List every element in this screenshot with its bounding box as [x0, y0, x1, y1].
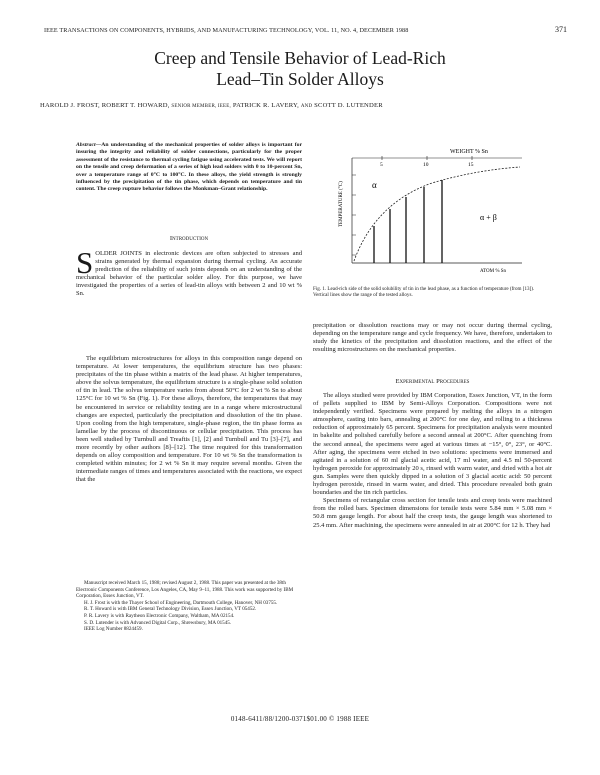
footnote-4: P. R. Lavery is with Raytheon Electronic Company, Waltham, MA 02154.	[84, 612, 235, 619]
author-3: SCOTT D. LUTENDER	[314, 102, 383, 109]
tested-alloy-lines	[374, 180, 442, 263]
abstract	[76, 142, 302, 194]
paper-title	[0, 48, 600, 90]
author-2-role: AND	[300, 104, 313, 109]
author-1-role: SENIOR MEMBER, IEEE,	[171, 104, 231, 109]
issn-copyright-line: 0148-6411/88/1200-0371$01.00 © 1988 IEEE	[230, 715, 370, 723]
page-number: 371	[555, 25, 567, 34]
intro-p2-text: The equilibrium microstructures for alloys in this composition range depend on temperature. At lower temperatures, the equilibrium structure has two phases: precipitates of the tin phase within a matrix of the lead phase. At higher temperatures, above the solvus temperature, the equilibrium structure is a single-phase solid solution of tin in lead. The solvus temperature varies from about 50°C for 2 wt % Sn to about 125°C for 10 wt % Sn (Fig. 1). For these alloys, therefore, the temperatures that may be encountered in service or reliability testing are in a range where microstructural changes are expected, particularly the precipitation and dissolution of the tin phase. Upon cooling from the high temperature, single-phase region, the tin phase forms as lamellae by the process of discontinuous or cellular precipitation. This process has been well studied by Turnbull and Treaftis [1], [2] and Turnbull and Tu [3]–[7], and more recently by other authors [8]–[12]. The time required for this transformation depends on alloy composition and temperature. For 10 wt % Sn the transformation is completed within minutes; for 2 wt % Sn it may require several months. Given the intermediate ranges of times and temperatures associated with the reactions, we expect that the	[76, 355, 302, 484]
top-tick-label: 5	[380, 162, 383, 168]
experimental-paragraph-1: The alloys studied were provided by IBM Corporation, Essex Junction, VT, in the form of pellets supplied to IBM by Semi-Alloys Corporation. Compositions were not independently verified. Specimens were prepared by melting the alloys in a nitrogen atmosphere, casting into bars, annealing at 200°C for one day, and rolling to a thickness reduction of approximately 65 percent. Specimens for precipitation analysis were mounted in bakelite and polished carefully before a second anneal at 200°C. After quenching from the second anneal, the specimens were aged at various times at −15°, 0°, 23°, or 40°C. After aging, the specimens were etched in two solutions: specimens were immersed and agitated in a solution of 60 ml glacial acetic acid, 17 ml water, and 4.5 ml 50-percent hydrogen peroxide for approximately 20 s, rinsed with warm water, and dried with a hot air gun. Samples were then quickly dipped in a solution of 3 glacial acetic acid: 50 percent hydrogen peroxide, rinsed in warm water, and dried. This procedure revealed both grain boundaries and the tin rich particles.	[313, 392, 552, 497]
experimental-paragraph-2: Specimens of rectangular cross section for tensile tests and creep tests were machined from the rolled bars. Specimen dimensions for tensile tests were 5.84 mm × 5.08 mm × 50.8 mm gauge length. For about half the creep tests, the gauge length was shortened to 25.4 mm. After machining, the specimens were annealed in air at 200°C for 12 h. They had	[313, 497, 552, 529]
section-heading-experimental: Experimental Procedures	[395, 378, 470, 385]
abstract-label: Abstract—	[76, 142, 102, 148]
intro-paragraph-1	[76, 245, 302, 299]
footnote-3: R. T. Howard is with IBM General Technology Division, Essex Junction, VT 05452.	[84, 606, 257, 613]
top-tick-label: 10	[423, 162, 429, 168]
title-line-1: Creep and Tensile Behavior of Lead-Rich	[154, 48, 446, 68]
footnote-2: H. J. Frost is with the Thayer School of Engineering, Dartmouth College, Hanover, NH 03755.	[84, 599, 278, 606]
right-column-continuation	[313, 322, 552, 354]
author-2: PATRICK R. LAVERY,	[232, 102, 299, 109]
footnote-5: S. D. Lutender is with Advanced Digital Corp., Shrewsbury, MA 01545.	[84, 619, 232, 626]
y-axis-ticks	[352, 175, 356, 255]
top-tick-label: 15	[468, 162, 474, 168]
abstract-text: An understanding of the mechanical properties of solder alloys is important for insuring the integrity and reliability of solder connections, particularly for the proper assessment of the resistance to thermal cycling fatigue using accelerated tests. We will report on the tensile and creep deformation of a series of high lead solders with 0 to 10-percent Sn, over a temperature range of 0°C to 100°C. In these alloys, the yield strength is strongly influenced by the precipitation of the tin phase, which depends on temperature and tin content. The creep rupture behavior follows the Monkman–Grant relationship.	[76, 142, 302, 193]
intro-p1-text: OLDER JOINTS in electronic devices are often subjected to stresses and strains generated by thermal expansion during thermal cycling. An accurate prediction of the reliability of such joints depends on an understanding of the mechanical behavior of the particular solder alloy. For this purpose, we have investigated the properties of a series of lead-tin alloys with between 2 and 10 wt % Sn.	[76, 250, 302, 298]
author-1: HAROLD J. FROST, ROBERT T. HOWARD,	[40, 102, 170, 109]
continuation-text: precipitation or dissolution reactions may or may not occur during thermal cycling, depending on the temperature range and cycle frequency. We have, therefore, undertaken to study the kinetics of the precipitation and dissolution reactions, and the effect of the resulting microstructures on the mechanical properties.	[313, 322, 552, 354]
figure-1-caption: Fig. 1. Lead-rich side of the solid solubility of tin in the lead phase, as a function of temperature (from [13]). Vertical lines show the range of the tested alloys.	[313, 286, 535, 299]
section-heading-introduction: Introduction	[169, 235, 209, 242]
figure-top-axis-label: WEIGHT % Sn	[450, 149, 488, 155]
author-line	[40, 102, 570, 109]
phase-label-alpha-beta: α + β	[480, 213, 497, 222]
intro-paragraph-2	[76, 355, 302, 485]
figure-1-phase-diagram	[312, 145, 552, 275]
footnote-1: Manuscript received March 15, 1988; revised August 2, 1988. This paper was presented at the 38th Electronic Components Conference, Los Angeles, CA, May 9–11, 1988. This work was supported by IBM Corporation, Essex Junction, VT.	[76, 580, 294, 600]
figure-y-axis-label: TEMPERATURE (°C)	[339, 181, 344, 227]
footnotes	[76, 580, 302, 633]
drop-cap: S	[76, 245, 94, 280]
figure-x-axis-label: ATOM % Sn	[480, 269, 507, 274]
title-line-2: Lead–Tin Solder Alloys	[216, 69, 384, 89]
running-head: IEEE TRANSACTIONS ON COMPONENTS, HYBRIDS, AND MANUFACTURING TECHNOLOGY, VOL. 11, NO. 4, DECEMBER 1988	[44, 27, 409, 34]
experimental-body	[313, 392, 552, 530]
phase-label-alpha: α	[372, 180, 377, 190]
footnote-6: IEEE Log Number 8824459.	[84, 626, 143, 633]
